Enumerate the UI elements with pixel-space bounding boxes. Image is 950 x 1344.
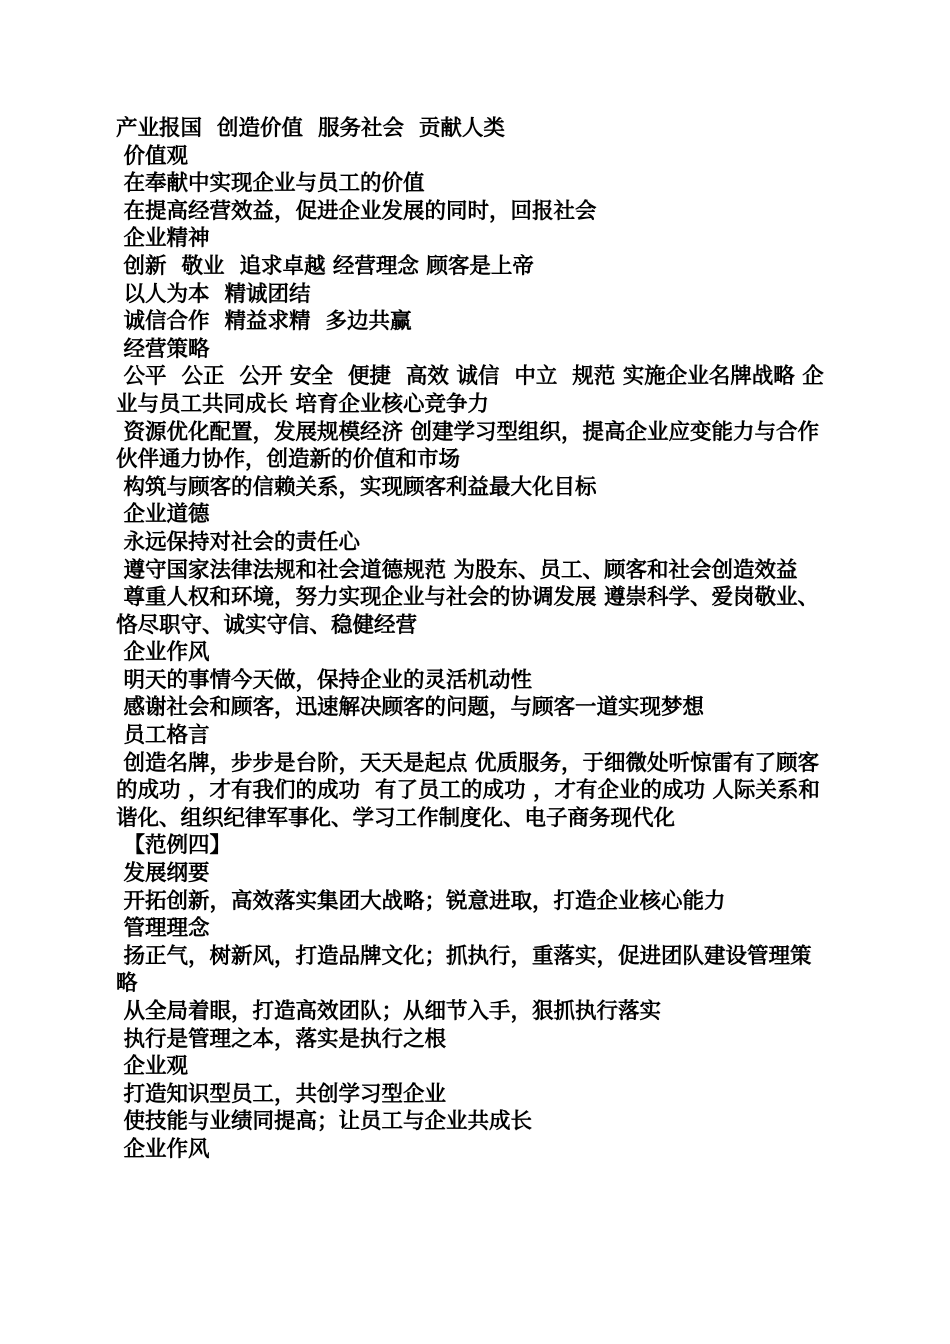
- text-line: 永远保持对社会的责任心: [116, 529, 361, 555]
- heading-business-strategy: 经营策略: [116, 336, 210, 362]
- text-paragraph: 扬正气，树新风，打造品牌文化；抓执行，重落实，促进团队建设管理策略: [116, 943, 812, 997]
- text-line: 以人为本 精诚团结: [116, 281, 311, 307]
- text-line: 打造知识型员工，共创学习型企业: [116, 1081, 447, 1107]
- heading-enterprise-spirit: 企业精神: [116, 226, 210, 252]
- text-line: 创新 敬业 追求卓越 经营理念 顾客是上帝: [116, 253, 534, 279]
- text-line: 从全局着眼，打造高效团队；从细节入手，狠抓执行落实: [116, 999, 662, 1024]
- slogan-line: 产业报国 创造价值 服务社会 贡献人类: [116, 116, 505, 141]
- heading-development-outline: 发展纲要: [116, 861, 210, 887]
- document-page: [116, 115, 828, 1164]
- text-line: 感谢社会和顾客，迅速解决顾客的问题，与顾客一道实现梦想: [116, 695, 705, 721]
- text-paragraph: 创造名牌，步步是台阶，天天是起点 优质服务，于细微处听惊雷有了顾客的成功 ，才有我们的成功 有了员工的成功 ，才有企业的成功 人际关系和谐化、组织纪律军事化、学习工作制度化、电子商务现代化: [116, 750, 820, 831]
- heading-management-philosophy: 管理理念: [116, 916, 210, 942]
- text-line: 在奉献中实现企业与员工的价值: [116, 171, 425, 197]
- text-line: 构筑与顾客的信赖关系，实现顾客利益最大化目标: [116, 474, 597, 500]
- text-line: 执行是管理之本，落实是执行之根: [116, 1026, 447, 1052]
- heading-values: 价值观: [116, 143, 189, 169]
- text-paragraph: 遵守国家法律法规和社会道德规范 为股东、员工、顾客和社会创造效益: [116, 557, 798, 583]
- heading-enterprise-view: 企业观: [116, 1054, 189, 1080]
- text-paragraph: 公平 公正 公开 安全 便捷 高效 诚信 中立 规范 实施企业名牌战略 企业与员工共同成长 培育企业核心竞争力: [116, 364, 824, 417]
- text-line: 在提高经营效益，促进企业发展的同时，回报社会: [116, 198, 597, 224]
- text-line: 开拓创新，高效落实集团大战略；锐意进取，打造企业核心能力: [116, 888, 726, 914]
- text-paragraph: 资源优化配置，发展规模经济 创建学习型组织，提高企业应变能力与合作伙伴通力协作，创造新的价值和市场: [116, 419, 819, 473]
- heading-enterprise-style: 企业作风: [116, 640, 210, 666]
- heading-employee-motto: 员工格言: [116, 723, 210, 749]
- text-paragraph: 尊重人权和环境，努力实现企业与社会的协调发展 遵崇科学、爱岗敬业、恪尽职守、诚实守信、稳健经营: [116, 585, 819, 638]
- heading-enterprise-ethics: 企业道德: [116, 502, 210, 528]
- text-line: 使技能与业绩同提高；让员工与企业共成长: [116, 1109, 533, 1135]
- text-line: 明天的事情今天做，保持企业的灵活机动性: [116, 667, 533, 693]
- heading-example-four: 【范例四】: [116, 833, 232, 859]
- heading-enterprise-style-2: 企业作风: [116, 1136, 210, 1162]
- text-line: 诚信合作 精益求精 多边共赢: [116, 309, 412, 335]
